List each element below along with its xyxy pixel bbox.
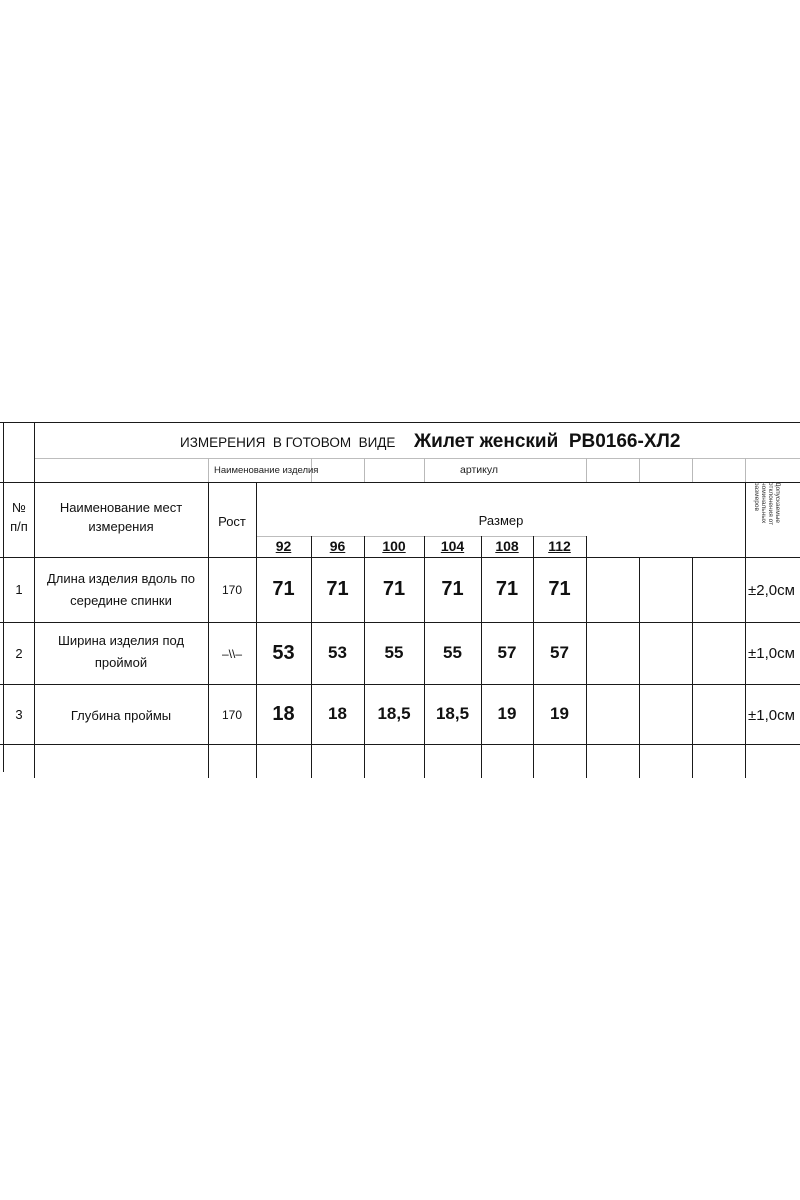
row-value: 71 xyxy=(382,578,406,600)
height-header: Рост xyxy=(218,514,246,529)
row-value: 71 xyxy=(495,578,519,600)
grid-line xyxy=(256,536,586,537)
grid-line xyxy=(692,557,693,778)
row-number: 3 xyxy=(15,707,23,722)
row-value: 71 xyxy=(272,578,295,600)
row-number: 1 xyxy=(15,582,23,597)
size-label: 108 xyxy=(495,538,519,554)
tolerance-header: Допускаемые отклонения от номинальных размеров xyxy=(753,482,781,526)
grid-line xyxy=(0,744,800,745)
grid-line xyxy=(0,622,800,623)
grid-line xyxy=(639,557,640,778)
row-value: 53 xyxy=(272,642,295,664)
grid-line xyxy=(586,536,587,778)
grid-line xyxy=(692,458,693,482)
size-label: 104 xyxy=(440,538,465,554)
row-value: 19 xyxy=(550,704,569,723)
size-label: 92 xyxy=(275,538,292,554)
row-value: 18,5 xyxy=(435,704,470,723)
product-title: Жилет женский РВ0166-ХЛ2 xyxy=(414,431,681,452)
measurement-table xyxy=(0,422,800,778)
row-height: 170 xyxy=(221,708,243,722)
row-value: 71 xyxy=(548,578,571,600)
row-value: 55 xyxy=(443,643,462,662)
grid-line xyxy=(639,458,640,482)
grid-line xyxy=(208,458,209,482)
row-name: Глубина проймы xyxy=(70,708,172,723)
row-value: 19 xyxy=(497,704,517,723)
row-value: 71 xyxy=(326,578,349,600)
row-tolerance: ±1,0см xyxy=(748,707,795,724)
row-name: Длина изделия вдоль по середине спинки xyxy=(46,571,196,608)
row-value: 18 xyxy=(328,704,347,723)
grid-line xyxy=(364,458,365,482)
size-label: 96 xyxy=(329,538,346,554)
row-tolerance: ±1,0см xyxy=(748,645,795,662)
grid-line xyxy=(0,684,800,685)
size-header: Размер xyxy=(478,513,524,528)
grid-line xyxy=(34,458,800,459)
row-value: 55 xyxy=(384,643,404,662)
row-height: –\\– xyxy=(221,647,242,661)
article-caption: артикул xyxy=(460,464,498,476)
size-label: 100 xyxy=(382,538,406,554)
grid-line xyxy=(0,557,800,558)
measurements-label: ИЗМЕРЕНИЯ В ГОТОВОМ ВИДЕ xyxy=(180,435,396,450)
number-header: № п/п xyxy=(10,500,28,534)
product-name-caption: Наименование изделия xyxy=(214,465,319,476)
grid-line xyxy=(745,458,746,482)
grid-line xyxy=(0,422,800,423)
measure-place-header: Наименование мест измерения xyxy=(59,500,183,534)
grid-line xyxy=(0,482,800,483)
grid-line xyxy=(424,458,425,482)
row-value: 71 xyxy=(441,578,464,600)
row-height: 170 xyxy=(221,583,243,597)
row-value: 18 xyxy=(272,703,295,725)
row-value: 57 xyxy=(497,643,517,662)
row-tolerance: ±2,0см xyxy=(748,582,795,599)
grid-line xyxy=(586,458,587,482)
row-value: 57 xyxy=(550,643,569,662)
row-value: 53 xyxy=(328,643,347,662)
row-number: 2 xyxy=(15,646,23,661)
size-label: 112 xyxy=(548,538,571,554)
row-value: 18,5 xyxy=(377,704,411,723)
row-name: Ширина изделия под проймой xyxy=(57,633,185,670)
